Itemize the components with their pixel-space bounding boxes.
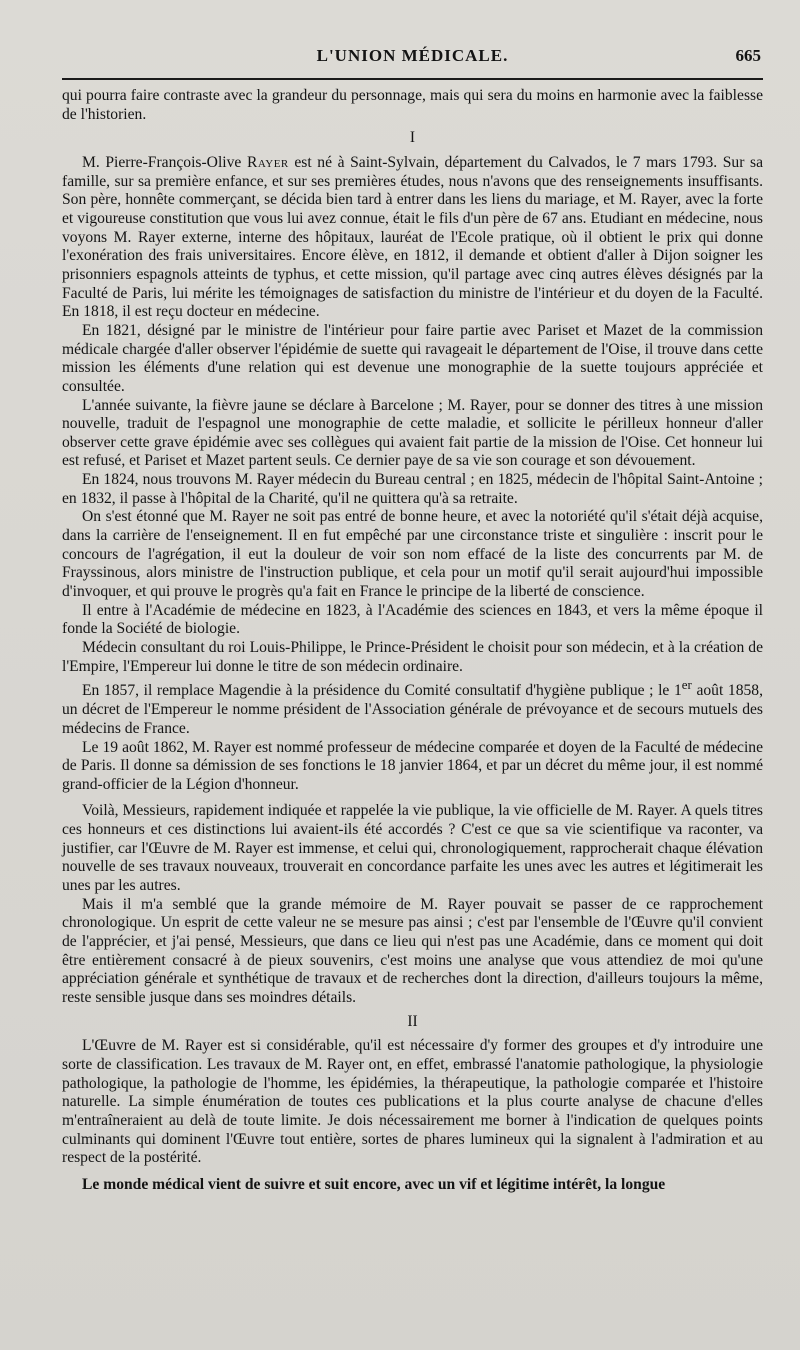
- paragraph: Le 19 août 1862, M. Rayer est nommé professeur de médecine comparée et doyen de la Faculté de médecine de Paris. Il donne sa démission de ses fonctions le 18 janvier 1864, et par un décret du même jour, il est nommé grand-officier de la Légion d'honneur.: [62, 738, 763, 793]
- paragraph: Le monde médical vient de suivre et suit encore, avec un vif et légitime intérêt, la longue: [82, 1175, 666, 1193]
- header-rule: [62, 78, 763, 80]
- paragraph: L'année suivante, la fièvre jaune se déclare à Barcelone ; M. Rayer, pour se donner des titres à une mission nouvelle, traduit de l'espagnol une monographie de cette maladie, et sollicite le périlleux honneur d'aller observer cette grave épidémie avec ses collègues qui avaient fait partie de la mission de l'Oise. Cet honneur lui est refusé, et Pariset et Mazet partent seuls. Ce dernier paye de sa vie son courage et son dévouement.: [62, 396, 763, 470]
- paragraph: Mais il m'a semblé que la grande mémoire de M. Rayer pouvait se passer de ce rapprochement chronologique. Un esprit de cette valeur ne se mesure pas ainsi ; c'est par l'ensemble de l'Œuvre qu'il convient de l'apprécier, et j'ai pensé, Messieurs, que dans ce lieu qui n'est pas une Académie, dans ce moment qui doit être entièrement consacré à de pieux souvenirs, c'est moins une analyse que vous attendiez de moi qu'une appréciation générale et synthétique de travaux et de recherches dont la direction, d'ailleurs toujours la même, reste sensible jusque dans ses moindres détails.: [62, 895, 763, 1007]
- page-number: 665: [735, 46, 761, 65]
- paragraph: En 1824, nous trouvons M. Rayer médecin du Bureau central ; en 1825, médecin de l'hôpital Saint-Antoine ; en 1832, il passe à l'hôpital de la Charité, qu'il ne quittera qu'à sa retraite.: [62, 471, 763, 507]
- running-title: L'UNION MÉDICALE.: [316, 46, 509, 65]
- paragraph: En 1821, désigné par le ministre de l'intérieur pour faire partie avec Pariset et Mazet de la commission médicale chargée d'aller observer l'épidémie de suette qui ravageait le département de l'Oise, il trouve dans cette mission les éléments d'une relation qui est devenue une monographie de la suette toujours appréciée et consultée.: [62, 321, 763, 395]
- paragraph: On s'est étonné que M. Rayer ne soit pas entré de bonne heure, et avec la notoriété qu'il s'était déjà acquise, dans la carrière de l'enseignement. Il en fut empêché par une circonstance triste et singulière : inscrit pour le concours de l'agrégation, il eut la douleur de voir son nom effacé de la liste des concurrents par M. de Frayssinous, alors ministre de l'instruction publique, et cela pour un motif qu'il serait aujourd'hui impossible d'invoquer, et qui prouve le progrès qu'a fait en France le principe de la liberté de conscience.: [62, 508, 763, 601]
- paragraph: [62, 676, 763, 738]
- paragraph: Il entre à l'Académie de médecine en 1823, à l'Académie des sciences en 1843, et vers la même époque il fonde la Société de biologie.: [62, 601, 763, 638]
- paragraph-text: août 1858, un décret de l'Empereur le nomme président de l'Association générale de prévoyance et de secours mutuels des médecins de France.: [62, 682, 764, 737]
- paragraph-gap: [62, 794, 763, 802]
- paragraph: [62, 154, 763, 322]
- paragraph: qui pourra faire contraste avec la grandeur du personnage, mais qui sera du moins en harmonie avec la faiblesse de l'historien.: [62, 87, 763, 123]
- section-number: II: [407, 1012, 418, 1030]
- paragraph-text: En 1857, il remplace Magendie à la présidence du Comité consultatif d'hygiène publique ; le 1: [82, 682, 682, 700]
- paragraph: Médecin consultant du roi Louis-Philippe, le Prince-Président le choisit pour son médecin, et à la création de l'Empire, l'Empereur lui donne le titre de son médecin ordinaire.: [62, 639, 763, 675]
- page-header: [62, 40, 763, 74]
- article-body: [62, 87, 763, 1195]
- paragraph: Voilà, Messieurs, rapidement indiquée et rappelée la vie publique, la vie officielle de M. Rayer. A quels titres ces honneurs et ces distinctions lui avaient-ils été accordés ? C'est ce que sa vie scientifique va raconter, va justifier, car l'Œuvre de M. Rayer est immense, et celui qui, chronologiquement, rapprocherait chaque élévation nouvelle de ses travaux nouveaux, trouverait en concordance parfaite les unes avec les autres et légitimerait les unes par les autres.: [62, 802, 763, 895]
- section-number: I: [409, 129, 416, 147]
- paragraph-gap: [62, 1168, 763, 1176]
- superscript: er: [681, 677, 692, 693]
- paragraph-text: M. Pierre-François-Olive: [82, 153, 247, 171]
- person-name: Rayer: [246, 153, 289, 171]
- paragraph: L'Œuvre de M. Rayer est si considérable, qu'il est nécessaire d'y former des groupes et d'y introduire une sorte de classification. Les travaux de M. Rayer ont, en effet, embrassé l'anatomie pathologique, la physiologie pathologique, la pathologie de l'homme, les épidémies, la thérapeutique, la pathologie comparée et l'histoire naturelle. La simple énumération de toutes ces publications et la plus courte analyse de chacune d'elles m'entraîneraient au delà de toute limite. Je dois nécessairement me borner à l'indication de quelques points culminants qui dominent l'Œuvre tout entière, sortes de phares lumineux qui la signalent à l'admiration et au respect de la postérité.: [62, 1037, 763, 1167]
- paragraph-text: est né à Saint-Sylvain, département du Calvados, le 7 mars 1793. Sur sa famille, sur sa première enfance, et sur ses premières études, nous n'avons que des renseignements insuffisants. Son père, honnête commerçant, se décida bien tard à entrer dans les liens du mariage, et M. Rayer, avec la forte et vigoureuse constitution que vous lui avez connue, était le fils d'un père de 67 ans. Etudiant en médecine, nous voyons M. Rayer externe, interne des hôpitaux, lauréat de l'Ecole pratique, où il obtient le prix qui donne l'exonération des frais universitaires. Encore élève, en 1812, il demande et obtient d'aller à Dijon soigner les prisonniers espagnols atteints de typhus, et cette mission, qu'il partage avec cinq autres élèves désignés par la Faculté de Paris, lui mérite les témoignages de satisfaction du ministre de l'intérieur et du doyen de la Faculté. En 1818, il est reçu docteur en médecine.: [62, 153, 763, 321]
